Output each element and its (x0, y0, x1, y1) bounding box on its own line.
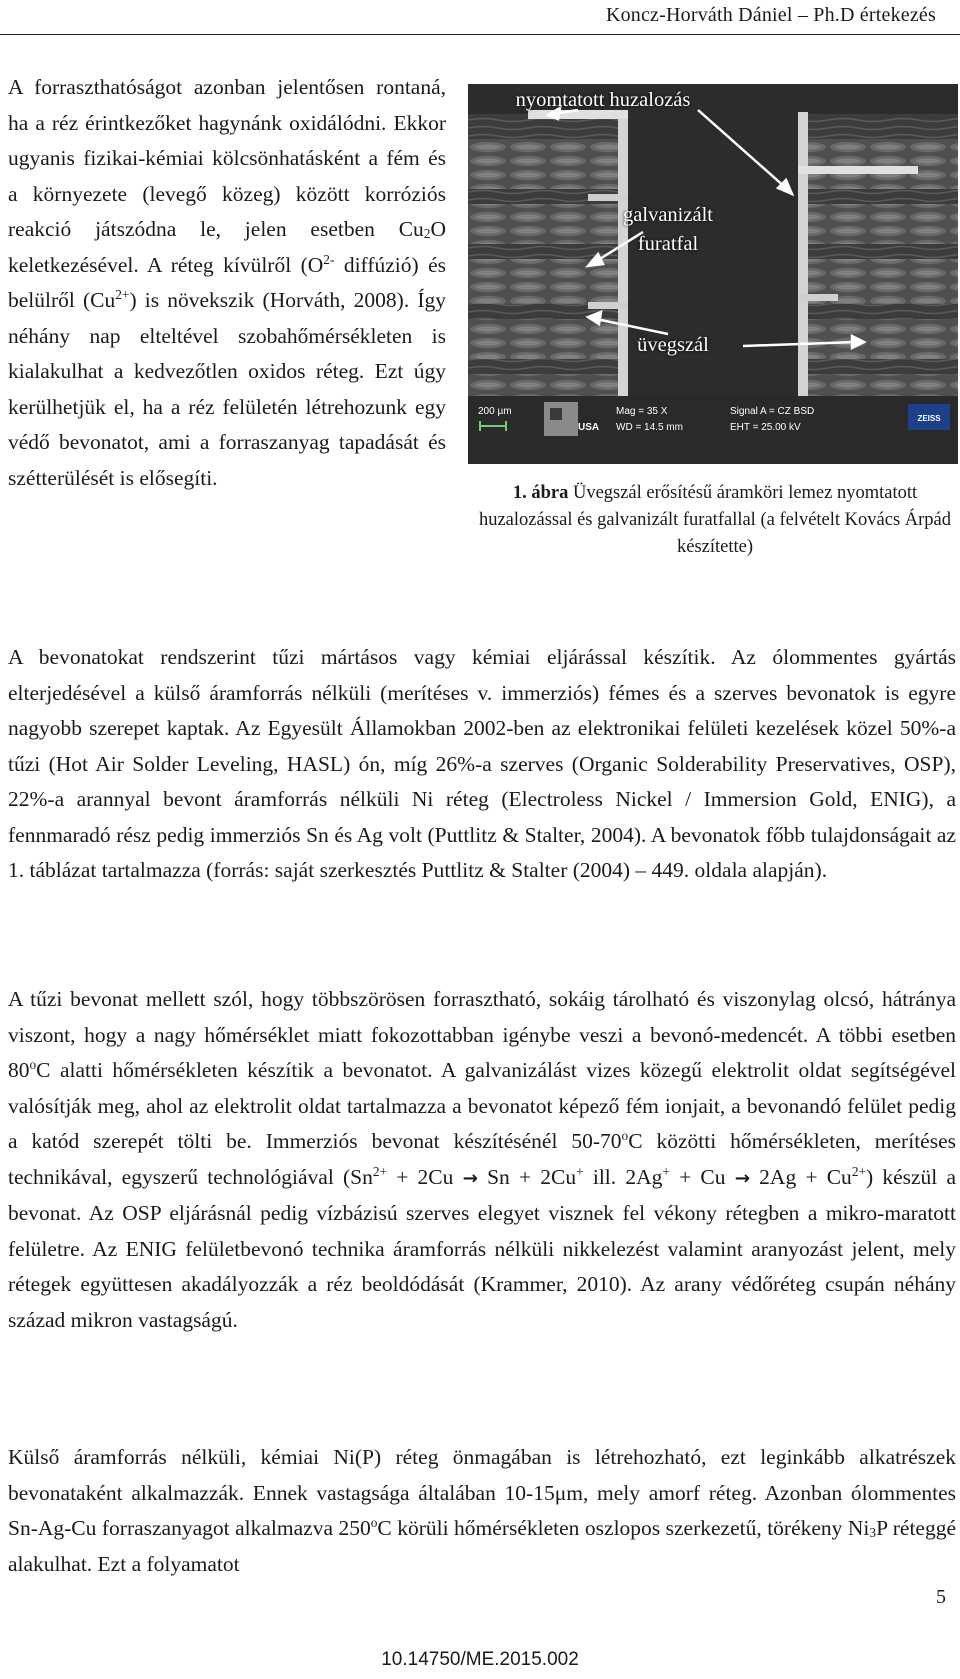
superscript-plus: + (576, 1163, 584, 1179)
subscript-2: 2 (423, 225, 431, 241)
sem-micrograph-figure (468, 84, 958, 464)
logo-right-text: ZEISS (917, 414, 941, 423)
degree-mark: o (621, 1128, 629, 1144)
header-title: Koncz-Horváth Dániel – Ph.D értekezés (605, 4, 936, 26)
figure-caption (470, 480, 960, 561)
signal-readout: Signal A = CZ BSD (730, 406, 815, 417)
p3-text-a: Külső áramforrás nélküli, kémiai Ni(P) réteg önmagában is létrehozható, ezt leginkább alkatrészek bevonataként alkalmazzák. Ennek vastagsága általában 10-15μm, mely amorf réteg. Azonban ólommentes Sn-Ag-Cu forraszanyagot alkalmazva 250 (8, 1445, 956, 1540)
doi-footer: 10.14750/ME.2015.002 (381, 1649, 579, 1670)
reaction-arrow-icon: → (462, 1167, 478, 1189)
p2-text-i: ) készül a bevonat. Az OSP eljárásnál pedig vízbázisú szerves elegyet visznek fel vékony rétegben a mikro-maratott felületre. Az ENIG felületbevonó technika áramforrás nélküli nikkelezést valamint aranyozást jelent, mely rétegek együttesen akadályozzák a réz beoldódását (Krammer, 2010). Az arany védőréteg csupán néhány század mikron vastagságú. (8, 1164, 956, 1332)
superscript-2plus: 2+ (372, 1163, 388, 1179)
page-number: 5 (936, 1586, 946, 1608)
p2-text-e: Sn + 2Cu (477, 1164, 577, 1189)
label-glass-fiber: üvegszál (637, 334, 709, 356)
degree-mark: o (370, 1515, 378, 1531)
p3-text-b: C körüli hőmérsékleten oszlopos szerkezetű, törékeny Ni (377, 1516, 870, 1540)
superscript-cu-charge: 2+ (115, 287, 130, 303)
p2-text-h: 2Ag + Cu (750, 1164, 852, 1189)
p2-text-f: ill. 2Ag (583, 1164, 663, 1189)
superscript-2plus: 2+ (851, 1163, 866, 1179)
paragraph-electroless-nickel (8, 1440, 956, 1582)
p3-text-c: P réteggé alakulhat. Ezt a folyamatot (8, 1516, 956, 1576)
logo-left-text: USA (578, 422, 600, 433)
mag-readout: Mag = 35 X (616, 406, 668, 417)
p2-text-c: C közötti hőmérsékleten, merítéses technikával, egyszerű technológiával (Sn (8, 1129, 956, 1189)
intro-text-b: O keletkezésével. A réteg kívülről (O (8, 217, 446, 277)
caption-number: 1. ábra (512, 483, 569, 503)
label-plated-hole-wall: galvanizált furatfal (623, 204, 713, 255)
scale-label: 200 µm (478, 406, 512, 417)
caption-text: Üvegszál erősítésű áramköri lemez nyomtatott huzalozással és galvanizált furatfallal (a felvételt Kovács Árpád készítette) (478, 483, 952, 557)
wd-readout: WD = 14.5 mm (616, 422, 683, 433)
label-printed-wiring: nyomtatott huzalozás (515, 89, 691, 111)
superscript-o-charge: 2- (323, 251, 335, 267)
paragraph-coatings: A bevonatokat rendszerint tűzi mártásos vagy kémiai eljárással készítik. Az ólommentes gyártás elterjedésével a külső áramforrás nélküli (merítéses v. immerziós) fémes és a szerves bevonatok is egyre nagyobb szerepet kaptak. Az Egyesült Államokban 2002-ben az elektronikai felületi kezelések közel 50%-a tűzi (Hot Air Solder Leveling, HASL) ón, míg 26%-a szerves (Organic Solderability Preservatives, OSP), 22%-a arannyal bevont áramforrás nélküli Ni réteg (Electroless Nickel / Immersion Gold, ENIG), a fennmaradó rész pedig immerziós Sn és Ag volt (Puttlitz & Stalter, 2004). A bevonatok főbb tulajdonságait az 1. táblázat tartalmazza (forrás: saját szerkesztés Puttlitz & Stalter (2004) – 449. oldala alapján). (8, 645, 956, 882)
reaction-arrow-icon: → (734, 1167, 750, 1189)
p2-text-d: + 2Cu (387, 1164, 463, 1189)
eht-readout: EHT = 25.00 kV (730, 422, 801, 433)
page-header (0, 0, 960, 35)
degree-mark: o (29, 1057, 37, 1073)
p2-text-b: C alatti hőmérsékleten készítik a bevonatot. A galvanizálást vizes közegű elektrolit oldat segítségével valósítják meg, ahol az elektrolit oldat tartalmazza a bevonatot képező fém ionjait, a bevonandó felület pedig a katód szerepét tölti be. Immerziós bevonat készítésénél 50-70 (8, 1058, 956, 1153)
superscript-plus: + (662, 1163, 670, 1179)
p2-text-g: + Cu (669, 1164, 735, 1189)
paragraph-hot-dip (8, 982, 956, 1338)
intro-text-d: ) is növekszik (Horváth, 2008). Így néhány nap elteltével szobahőmérsékleten is kialakulhat a kedvezőtlen oxidos réteg. Ezt úgy kerülhetjük el, ha a réz felületén létrehozunk egy védő bevonatot, ami a forraszanyag tapadását és szétterülését is elősegíti. (8, 288, 447, 490)
intro-paragraph (8, 70, 446, 496)
sem-micrograph (468, 84, 958, 464)
intro-text-c: diffúzió) és belülről (Cu (8, 252, 446, 312)
intro-text-a: A forraszthatóságot azonban jelentősen rontaná, ha a réz érintkezőket hagynánk oxidálódni. Ekkor ugyanis fizikai-kémiai kölcsönhatásként a fém és a környezete (levegő közeg) között korróziós reakció játszódna le, jelen esetben Cu (8, 75, 446, 241)
p2-text-a: A tűzi bevonat mellett szól, hogy többszörösen forrasztható, sokáig tárolható és viszonylag olcsó, hátránya viszont, hogy a nagy hőmérséklet miatt fokozottabban igénybe veszi a bevonó-medencét. A többi esetben 80 (8, 987, 956, 1082)
subscript-3: 3 (869, 1524, 877, 1540)
